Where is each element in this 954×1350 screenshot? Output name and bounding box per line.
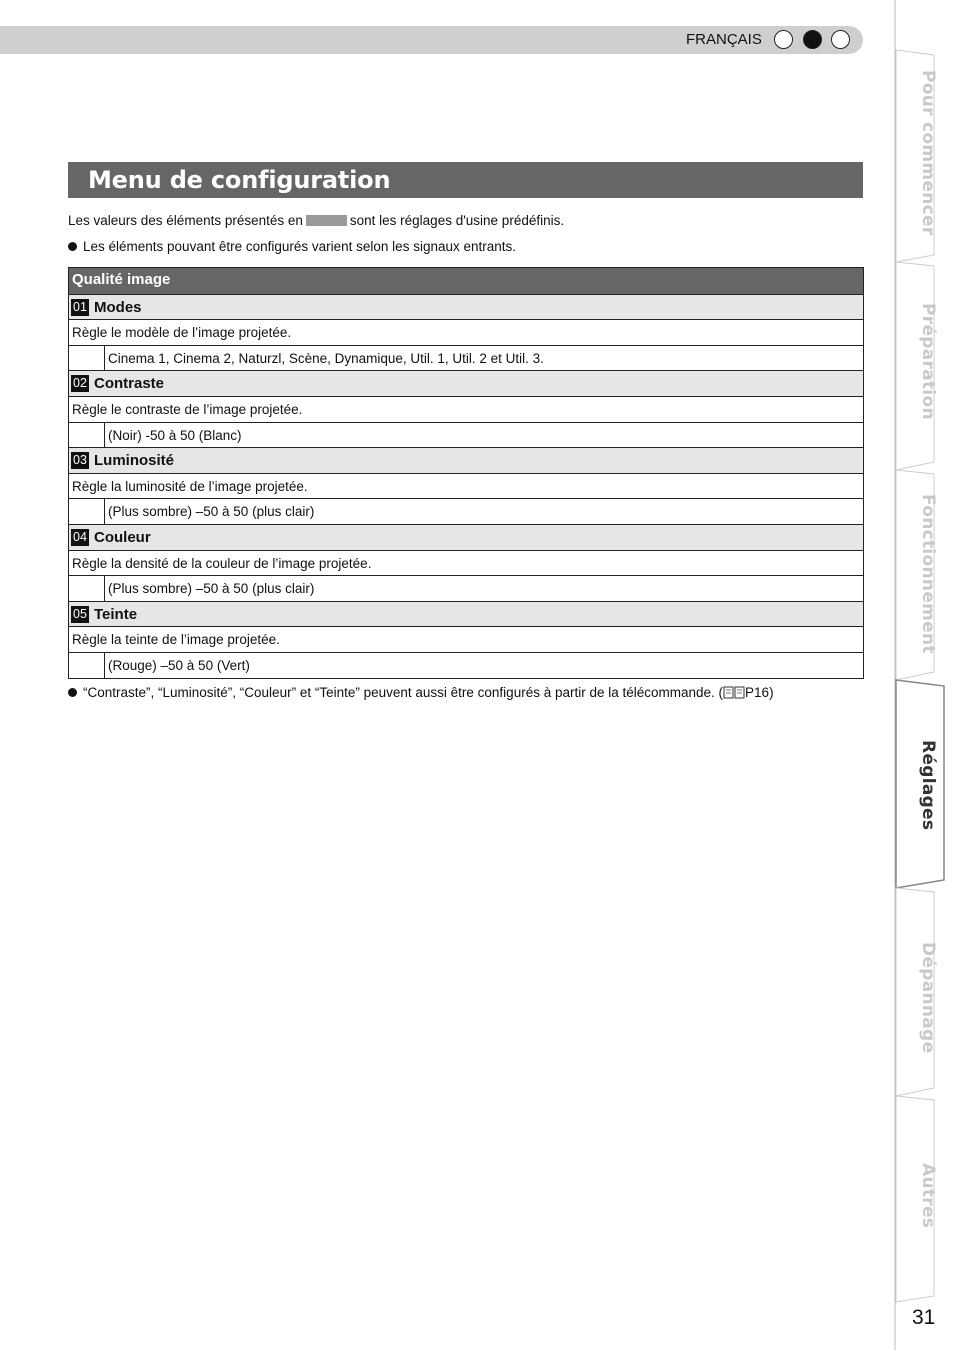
values-text: (Plus sombre) –50 à 50 (plus clair) [108, 504, 315, 520]
side-tabs [894, 0, 954, 1350]
item-description [69, 396, 863, 422]
bullet-icon [68, 242, 77, 251]
item-description [69, 626, 863, 652]
default-marker-cell [69, 653, 105, 678]
tab-depannage[interactable]: Dépannage [918, 942, 938, 1054]
item-number: 03 [71, 452, 89, 469]
intro-line-2 [68, 239, 516, 255]
item-description [69, 319, 863, 345]
bullet-icon [68, 688, 77, 697]
default-marker-cell [69, 576, 105, 601]
remote-note [68, 685, 774, 701]
values-text: Cinema 1, Cinema 2, Naturzl, Scène, Dynamique, Util. 1, Util. 2 et Util. 3. [108, 350, 544, 366]
page-title-bar [68, 162, 863, 198]
tab-reglages[interactable]: Réglages [918, 740, 938, 831]
language-label: FRANÇAIS [686, 31, 762, 48]
item-title: Couleur [94, 528, 151, 546]
default-marker-cell [69, 423, 105, 448]
tab-preparation[interactable]: Préparation [918, 303, 938, 420]
description-text: Règle la densité de la couleur de l’image projetée. [72, 555, 372, 571]
factory-default-swatch [306, 215, 347, 226]
item-number: 02 [71, 375, 89, 392]
book-reference-icon [723, 686, 745, 699]
values-text: (Plus sombre) –50 à 50 (plus clair) [108, 581, 315, 597]
intro-line-1 [68, 213, 564, 229]
intro-text-2: Les éléments pouvant être configurés varient selon les signaux entrants. [83, 239, 517, 254]
tab-pour-commencer[interactable]: Pour commencer [918, 70, 938, 236]
item-values [69, 575, 863, 601]
item-header-contraste [69, 370, 863, 396]
description-text: Règle le modèle de l’image projetée. [72, 325, 292, 341]
default-marker-cell [69, 499, 105, 524]
intro-text-after: sont les réglages d'usine prédéfinis. [349, 213, 565, 228]
item-title: Luminosité [94, 452, 175, 470]
item-title: Contraste [94, 375, 165, 393]
note-text: “Contraste”, “Luminosité”, “Couleur” et “Teinte” peuvent aussi être configurés à partir de la télécommande. ( [83, 685, 724, 700]
item-header-luminosite [69, 447, 863, 473]
page-number: 31 [912, 1306, 936, 1329]
item-description [69, 473, 863, 499]
item-number: 04 [71, 529, 89, 546]
item-header-teinte [69, 601, 863, 627]
note-close: ) [769, 685, 774, 700]
item-values [69, 652, 863, 678]
item-number: 01 [71, 299, 89, 316]
language-dot-1 [774, 30, 793, 49]
item-header-couleur [69, 524, 863, 550]
description-text: Règle la teinte de l’image projetée. [72, 632, 280, 648]
language-dot-2-active [803, 30, 822, 49]
item-description [69, 550, 863, 576]
section-title: Qualité image [72, 271, 171, 288]
item-values [69, 345, 863, 371]
tab-fonctionnement[interactable]: Fonctionnement [918, 494, 938, 654]
values-text: (Rouge) –50 à 50 (Vert) [108, 657, 250, 673]
settings-table [68, 267, 864, 679]
item-values [69, 498, 863, 524]
item-title: Modes [94, 298, 142, 316]
description-text: Règle la luminosité de l’image projetée. [72, 478, 308, 494]
page-title: Menu de configuration [88, 166, 391, 194]
description-text: Règle le contraste de l’image projetée. [72, 401, 303, 417]
item-title: Teinte [94, 605, 138, 623]
item-number: 05 [71, 606, 89, 623]
default-marker-cell [69, 346, 105, 371]
table-section-header [69, 268, 863, 294]
language-dot-3 [831, 30, 850, 49]
item-values [69, 422, 863, 448]
intro-text-before: Les valeurs des éléments présentés en [68, 213, 303, 228]
page-reference-link[interactable]: P16 [745, 685, 770, 700]
tab-autres[interactable]: Autres [918, 1163, 938, 1229]
item-header-modes [69, 294, 863, 320]
values-text: (Noir) -50 à 50 (Blanc) [108, 427, 242, 443]
